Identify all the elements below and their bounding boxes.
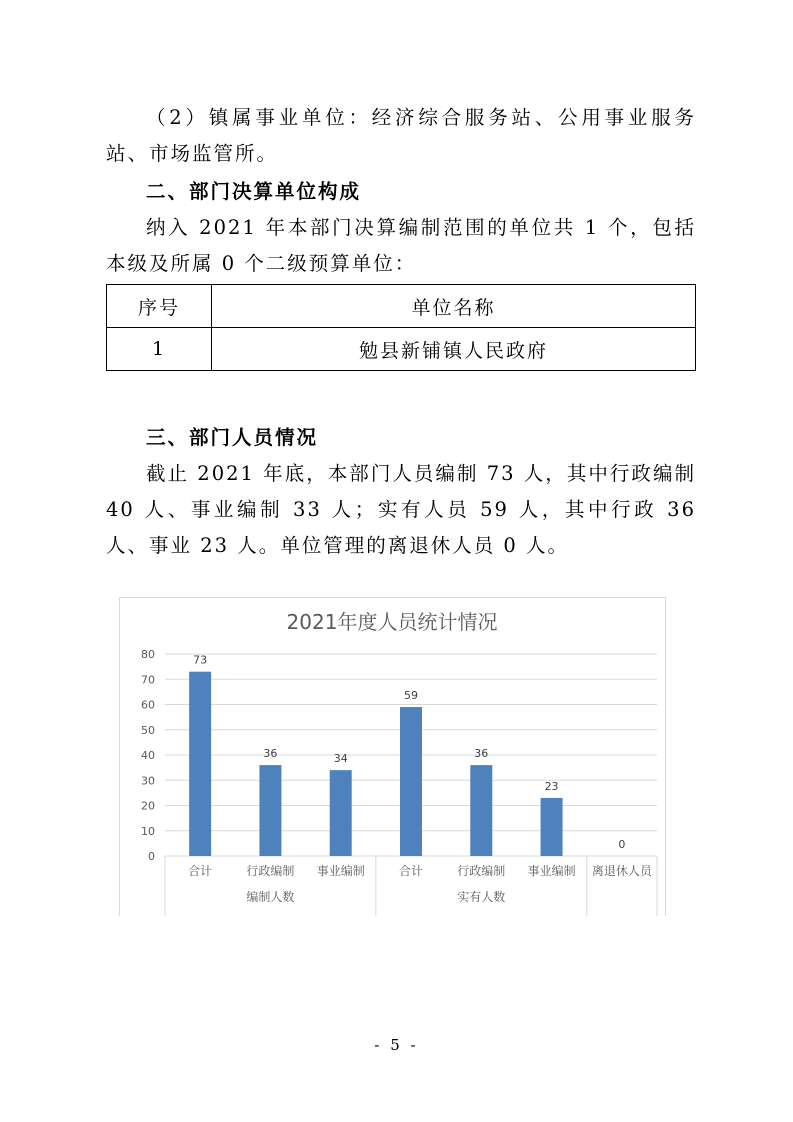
section2-heading: 二、部门决算单位构成 bbox=[146, 180, 362, 203]
category-label: 合计 bbox=[398, 864, 424, 878]
section3-body: 截止 2021 年底，本部门人员编制 73 人，其中行政编制 40 人、事业编制 33 人；实有人员 59 人，其中行政 36 人、事业 23 人。单位管理的离退休人员 0 人。 bbox=[106, 462, 696, 557]
y-tick-label: 60 bbox=[141, 698, 155, 712]
data-label: 36 bbox=[474, 747, 489, 761]
staff-chart bbox=[119, 597, 666, 916]
data-label: 34 bbox=[333, 752, 348, 766]
bar bbox=[400, 707, 422, 856]
bar bbox=[470, 765, 492, 856]
data-label: 36 bbox=[263, 747, 278, 761]
table-cell-unit-name: 勉县新铺镇人民政府 bbox=[212, 328, 696, 371]
table-header-row bbox=[107, 285, 696, 328]
y-tick-label: 10 bbox=[141, 824, 155, 838]
category-label: 事业编制 bbox=[316, 864, 365, 878]
data-label: 0 bbox=[618, 838, 626, 851]
chart-svg bbox=[120, 598, 665, 916]
table-cell-index: 1 bbox=[107, 328, 212, 371]
y-tick-label: 50 bbox=[141, 723, 155, 737]
data-label: 73 bbox=[193, 653, 208, 667]
y-tick-label: 0 bbox=[148, 850, 155, 863]
y-tick-label: 80 bbox=[141, 648, 155, 661]
y-tick-label: 20 bbox=[141, 799, 155, 813]
bar bbox=[541, 798, 563, 856]
table-header-unit-name: 单位名称 bbox=[212, 285, 696, 328]
chart-title: 2021年度人员统计情况 bbox=[286, 610, 498, 634]
data-label: 23 bbox=[544, 779, 559, 793]
category-label: 离退休人员 bbox=[591, 864, 652, 878]
section2-body: 纳入 2021 年本部门决算编制范围的单位共 1 个，包括本级及所属 0 个二级预算单位： bbox=[106, 216, 696, 275]
category-label: 合计 bbox=[188, 864, 213, 878]
table-row bbox=[107, 328, 696, 371]
y-tick-label: 40 bbox=[141, 749, 155, 762]
bar bbox=[259, 765, 281, 856]
bar bbox=[330, 770, 352, 856]
section3-heading: 三、部门人员情况 bbox=[146, 426, 319, 449]
group-label: 编制人数 bbox=[246, 890, 295, 904]
category-label: 行政编制 bbox=[246, 864, 295, 878]
group-label: 实有人数 bbox=[457, 890, 506, 904]
category-label: 事业编制 bbox=[527, 864, 576, 878]
category-label: 行政编制 bbox=[457, 864, 506, 878]
intro-paragraph: （2）镇属事业单位：经济综合服务站、公用事业服务站、市场监管所。 bbox=[106, 106, 696, 165]
bar bbox=[189, 672, 211, 856]
page-number: - 5 - bbox=[374, 1036, 419, 1054]
y-tick-label: 70 bbox=[141, 673, 155, 687]
table-header-index: 序号 bbox=[107, 285, 212, 328]
data-label: 59 bbox=[404, 689, 418, 703]
y-tick-label: 30 bbox=[141, 774, 155, 788]
units-table bbox=[106, 284, 696, 371]
